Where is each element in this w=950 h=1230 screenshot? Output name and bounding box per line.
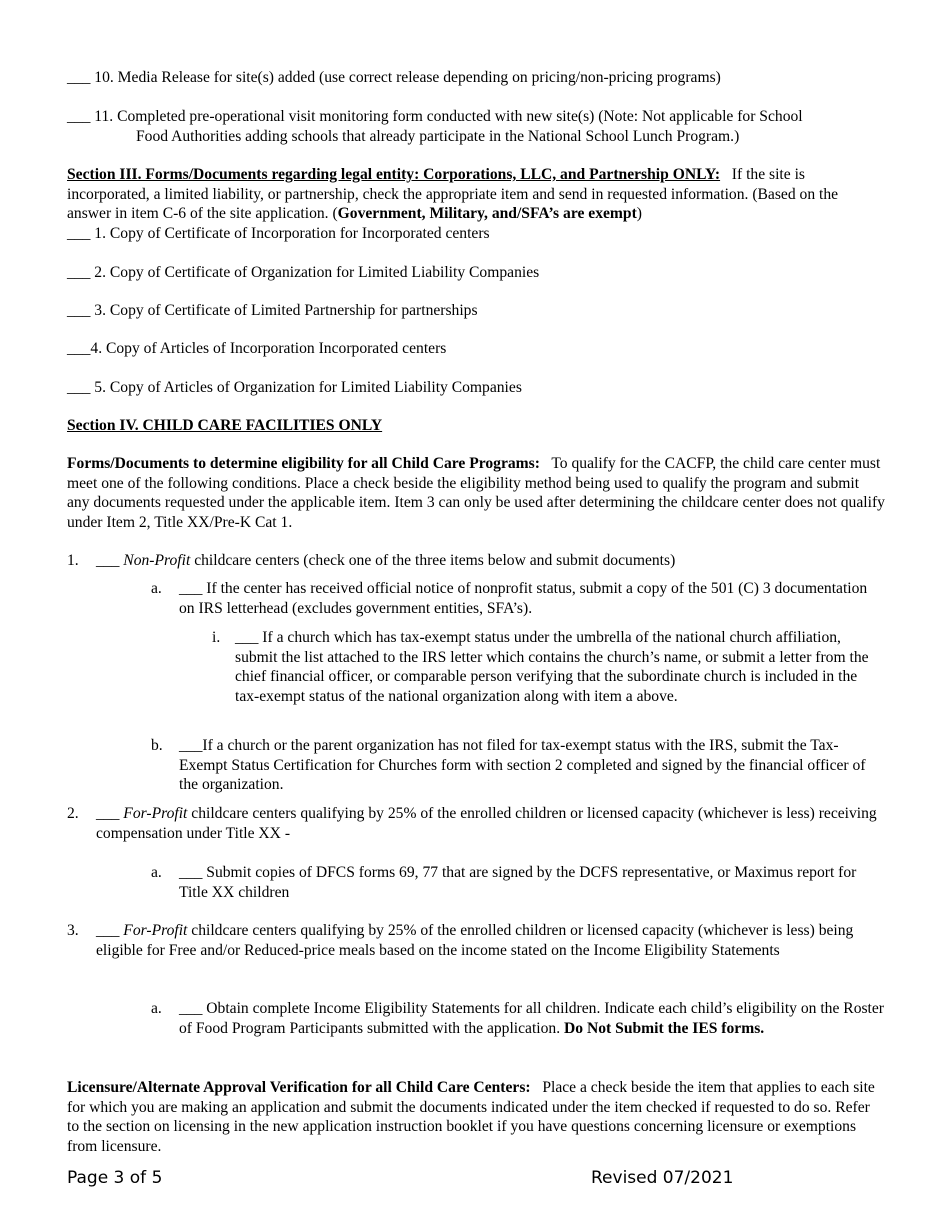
item-1b — [151, 736, 885, 795]
item-3a — [151, 999, 885, 1038]
item-1a-i-text: ___ If a church which has tax-exempt status under the umbrella of the national church affiliation, submit the list attached to the IRS letter which contains the church’s name, or submit a letter from the chief financial officer, or comparable person verifying that the subordinate church is included in the tax-exempt status of the national organization along with item a above. — [235, 629, 869, 705]
item-1b-label: b. — [151, 737, 163, 754]
item-2-number: 2. — [67, 805, 79, 822]
licensure-paragraph — [67, 1078, 885, 1156]
item-3-text: childcare centers qualifying by 25% of the enrolled children or licensed capacity (whichever is less) being eligible for Free and/or Reduced-price meals based on the income stated on the Income Eligibility Statements — [96, 922, 854, 959]
item-1-type: Non-Profit — [123, 552, 191, 569]
eligibility-item-3 — [67, 921, 885, 960]
section-3-intro-end: ) — [636, 205, 642, 223]
page-number: Page 3 of 5 — [67, 1168, 163, 1188]
forms-eligibility-paragraph — [67, 454, 885, 532]
item-3-number: 3. — [67, 922, 79, 939]
section-3-item-3: ___ 3. Copy of Certificate of Limited Partnership for partnerships — [67, 302, 478, 319]
section-3-intro-text: If the site is incorporated, a limited liability, or partnership, check the appropriate item and send in requested information. (Based on the answer in item C-6 of the site application. ( — [67, 166, 839, 223]
item-1-blank: ___ — [96, 552, 120, 569]
checklist-item-10 — [67, 68, 885, 88]
section-3-item-4: ___4. Copy of Articles of Incorporation Incorporated centers — [67, 340, 447, 357]
item-3a-text: ___ Obtain complete Income Eligibility Statements for all children. Indicate each child’s eligibility on the Roster of Food Program Participants submitted with the application. — [179, 1000, 885, 1037]
section-4-heading: Section IV. CHILD CARE FACILITIES ONLY — [67, 417, 383, 434]
item-1-text: childcare centers (check one of the three items below and submit documents) — [194, 552, 676, 569]
section-3-exempt-note: Government, Military, and/SFA’s are exempt — [337, 205, 637, 223]
forms-eligibility-heading: Forms/Documents to determine eligibility for all Child Care Programs: — [67, 455, 540, 472]
item-1a-text: ___ If the center has received official notice of nonprofit status, submit a copy of the 501 (C) 3 documentation on IRS letterhead (excludes government entities, SFA’s). — [179, 580, 868, 617]
item-3-type: For-Profit — [123, 922, 188, 939]
eligibility-item-1 — [67, 551, 885, 571]
item-2-type: For-Profit — [123, 805, 188, 822]
item-2a-text: ___ Submit copies of DFCS forms 69, 77 that are signed by the DCFS representative, or Maximus report for Title XX children — [179, 864, 857, 901]
item-3a-bold-note: Do Not Submit the IES forms. — [564, 1019, 765, 1037]
section-3-intro — [67, 165, 885, 224]
section-4-heading-row — [67, 416, 885, 436]
item-2-text: childcare centers qualifying by 25% of the enrolled children or licensed capacity (whichever is less) receiving compensation under Title XX - — [96, 805, 877, 842]
item-3-blank: ___ — [96, 922, 120, 939]
item-11-line2: Food Authorities adding schools that already participate in the National School Lunch Program.) — [136, 127, 740, 145]
revision-date: Revised 07/2021 — [591, 1168, 734, 1188]
item-2a-label: a. — [151, 864, 162, 881]
checklist-item-11 — [67, 107, 885, 146]
item-1a-i-label: i. — [212, 629, 221, 646]
section-3-item-1: ___ 1. Copy of Certificate of Incorporation for Incorporated centers — [67, 225, 490, 242]
forms-eligibility-text: To qualify for the CACFP, the child care center must meet one of the following conditions. Place a check beside the eligibility method being used to qualify the program and submit any documents requested under the applicable item. Item 3 can only be used after determining the childcare center does not qualify under Item 2, Title XX/Pre-K Cat 1. — [67, 455, 885, 531]
item-1a-i — [212, 628, 885, 706]
item-1a-label: a. — [151, 580, 162, 597]
item-1a — [151, 579, 885, 618]
section-3-item-2: ___ 2. Copy of Certificate of Organization for Limited Liability Companies — [67, 264, 540, 281]
licensure-text: Place a check beside the item that applies to each site for which you are making an application and submit the documents indicated under the item checked if requested to do so. Refer to the section on licensing in the new application instruction booklet if you have questions concerning licensure or exemptions from licensure. — [67, 1079, 875, 1155]
eligibility-item-2 — [67, 804, 885, 843]
item-2-blank: ___ — [96, 805, 120, 822]
section-3-heading: Section III. Forms/Documents regarding legal entity: Corporations, LLC, and Partnership ONLY: — [67, 166, 721, 183]
item-3a-label: a. — [151, 1000, 162, 1017]
section-3-item-5: ___ 5. Copy of Articles of Organization for Limited Liability Companies — [67, 379, 522, 396]
item-10-text: ___ 10. Media Release for site(s) added (use correct release depending on pricing/non-pricing programs) — [67, 69, 721, 86]
licensure-heading: Licensure/Alternate Approval Verification for all Child Care Centers: — [67, 1079, 531, 1096]
item-11-line1: ___ 11. Completed pre-operational visit monitoring form conducted with new site(s) (Note: Not applicable for School — [67, 108, 803, 125]
item-1-number: 1. — [67, 552, 79, 569]
item-2a — [151, 863, 885, 902]
item-1b-text: ___If a church or the parent organization has not filed for tax-exempt status with the IRS, submit the Tax-Exempt Status Certification for Churches form with section 2 completed and signed by the financial officer of the organization. — [179, 737, 866, 794]
